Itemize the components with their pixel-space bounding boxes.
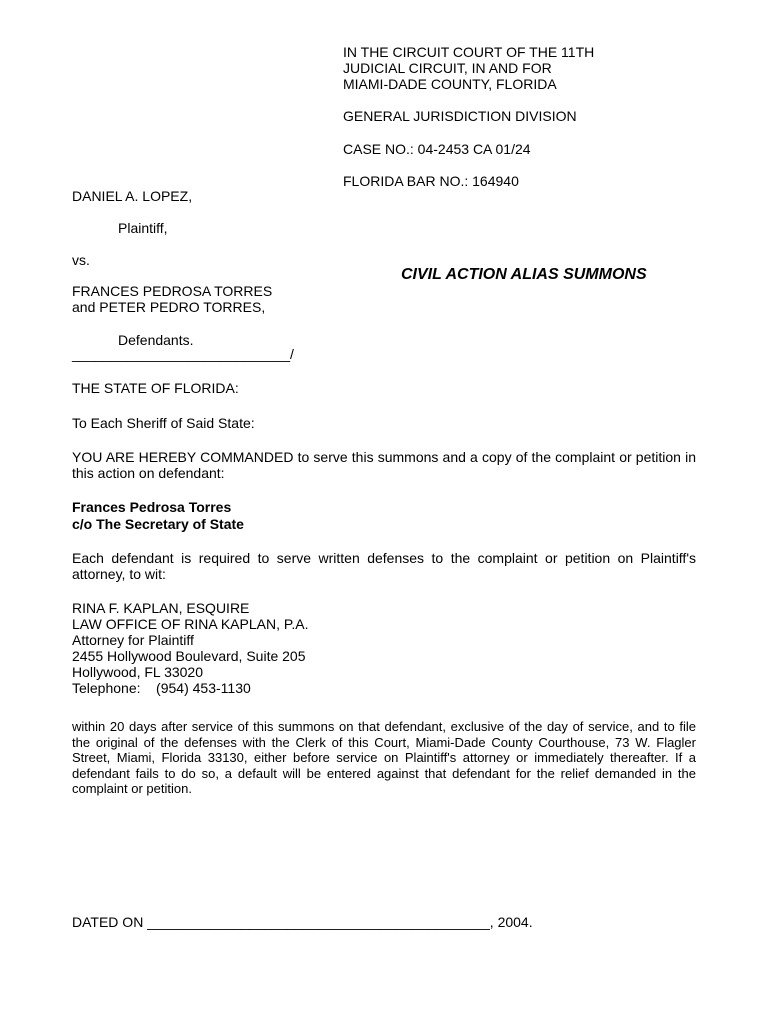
court-line: IN THE CIRCUIT COURT OF THE 11TH [343,44,595,60]
served-defendant-care-of: c/o The Secretary of State [72,516,244,532]
attorney-line: RINA F. KAPLAN, ESQUIRE [72,600,250,616]
defendant-name: FRANCES PEDROSA TORRES [72,283,273,299]
attorney-line: Telephone: (954) 453-1130 [72,680,251,696]
florida-bar-number: FLORIDA BAR NO.: 164940 [343,173,519,189]
command-paragraph: YOU ARE HEREBY COMMANDED to serve this summons and a copy of the complaint or petition in this action on defendant: [72,449,696,481]
dated-blank: ____________________________________________ [147,914,490,930]
attorney-line: Hollywood, FL 33020 [72,664,204,680]
plaintiff-label: Plaintiff, [118,220,168,236]
state-heading: THE STATE OF FLORIDA: [72,380,239,396]
dated-year: , 2004. [489,914,533,930]
attorney-block [72,600,309,696]
attorney-line: Attorney for Plaintiff [72,632,194,648]
sheriff-address: To Each Sheriff of Said State: [72,415,255,431]
dated-prefix: DATED ON [72,914,144,930]
within-paragraph: within 20 days after service of this summons on that defendant, exclusive of the day of service, and to file the original of the defenses with the Clerk of this Court, Miami-Dade County Courthouse, 73 W. Flagler Street, Miami, Florida 33130, either before service on Plaintiff's attorney or immediately thereafter. If a defendant fails to do so, a default will be entered against that defendant for the relief demanded in the complaint or petition. [72,719,696,796]
defendants-label: Defendants. [118,332,194,348]
plaintiff-name: DANIEL A. LOPEZ, [72,188,193,204]
document-title: CIVIL ACTION ALIAS SUMMONS [401,266,647,283]
defenses-paragraph: Each defendant is required to serve written defenses to the complaint or petition on Plaintiff's attorney, to wit: [72,550,696,582]
attorney-line: LAW OFFICE OF RINA KAPLAN, P.A. [72,616,309,632]
attorney-line: 2455 Hollywood Boulevard, Suite 205 [72,648,306,664]
defendant-name: and PETER PEDRO TORRES, [72,299,266,315]
court-line: MIAMI-DADE COUNTY, FLORIDA [343,76,557,92]
case-number: CASE NO.: 04-2453 CA 01/24 [343,141,531,157]
court-line: JUDICIAL CIRCUIT, IN AND FOR [343,60,552,76]
caption-separator: ____________________________/ [72,346,294,362]
court-heading [343,44,594,92]
dated-line [72,914,533,930]
versus: vs. [72,252,90,268]
served-defendant-name: Frances Pedrosa Torres [72,499,232,515]
division: GENERAL JURISDICTION DIVISION [343,108,577,124]
